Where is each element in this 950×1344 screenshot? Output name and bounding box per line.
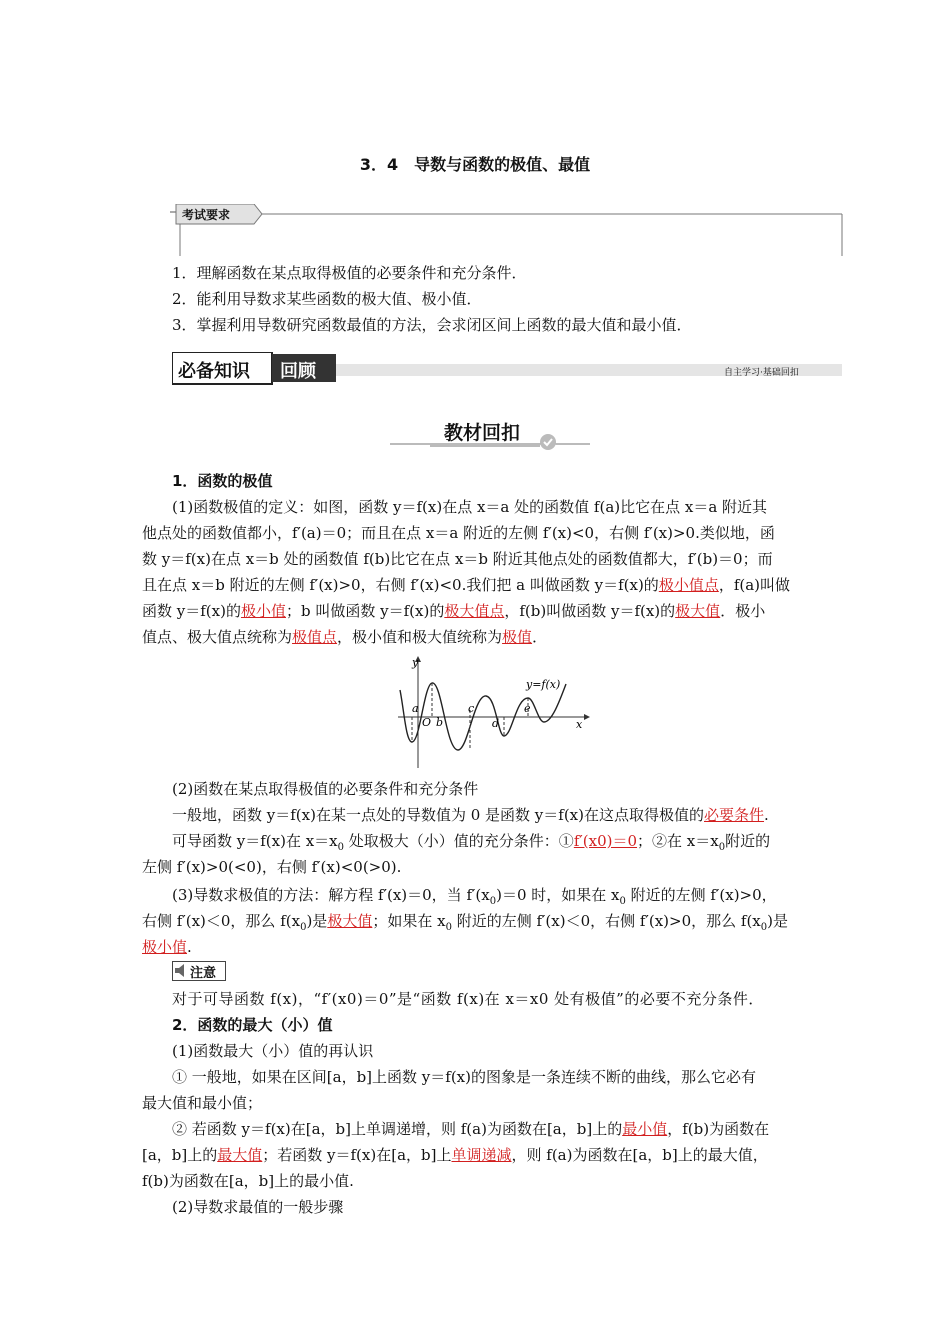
p1-line6: 值点、极大值点统称为极值点，极小值和极大值统称为极值． [142, 628, 548, 646]
q1-line2: 最大值和最小值； [142, 1094, 263, 1112]
note-text: 对于可导函数 f(x)，“f′(x0)＝0”是“函数 f(x)在 x＝x0 处有极值”的必要不充分条件． [172, 990, 764, 1008]
point-c: c [468, 702, 475, 715]
p3-line3: 极小值. [142, 938, 192, 956]
p3-line2: 右侧 f′(x)＜0，那么 $f(x_0)$是极大值；如果在 $x_0$ 附近的左侧 f′(x)＜0，右侧 f′(x)>0，那么 $f(x_0)$是 [142, 912, 789, 933]
speaker-icon [174, 964, 188, 977]
graph-x-label: x [576, 718, 583, 731]
p1-line2: 他点处的函数值都小，f′(a)＝0；而且在点 x＝a 附近的左侧 f′(x)<0，右侧 f′(x)>0.类似地，函 [142, 524, 775, 542]
q1-line3: ② 若函数 y＝f(x)在[a，b]上单调递增，则 f(a)为函数在[a，b]上的最小值，f(b)为函数在 [172, 1120, 770, 1138]
heading-max-min: 2．函数的最大（小）值 [172, 1016, 333, 1034]
q2-title: (2)导数求最值的一般步骤 [172, 1198, 344, 1216]
graph-y-label: y [412, 656, 419, 669]
banner-right: 自主学习·基础回扣 [724, 368, 799, 378]
graph-origin: O [422, 716, 432, 729]
point-e: e [524, 702, 531, 715]
p1-line5: 函数 y＝f(x)的极小值；b 叫做函数 y＝f(x)的极大值点，f(b)叫做函数 y＝f(x)的极大值．极小 [142, 602, 766, 620]
banner-box: 回顾 [280, 361, 316, 382]
banner-left: 必备知识 [178, 361, 250, 382]
p2-title: (2)函数在某点取得极值的必要条件和充分条件 [172, 780, 479, 798]
page-title: 3．4 导数与函数的极值、最值 [359, 155, 591, 174]
p1-line4: 且在点 x＝b 附近的左侧 f′(x)>0，右侧 f′(x)<0.我们把 a 叫做函数 y＝f(x)的极小值点，f(a)叫做 [142, 576, 791, 594]
point-b: b [436, 716, 444, 729]
curve-label: y=f(x) [526, 678, 561, 691]
note-tag: 注意 [190, 966, 217, 981]
requirement-1: 1．理解函数在某点取得极值的必要条件和充分条件． [172, 264, 527, 282]
p3-line1: (3)导数求极值的方法：解方程 f′(x)＝0，当 $f'(x_0)=0$ 时，如果在 $x_0$ 附近的左侧 f′(x)>0， [172, 886, 777, 907]
q1-line1: ① 一般地，如果在区间[a，b]上函数 y＝f(x)的图象是一条连续不断的曲线，那么它必有 [172, 1068, 756, 1086]
exam-requirements-tag: 考试要求 [182, 208, 231, 222]
section-heading: 教材回扣 [444, 422, 521, 444]
q1-line5: f(b)为函数在[a，b]上的最小值. [142, 1172, 354, 1190]
function-graph [394, 650, 594, 772]
requirement-3: 3．掌握利用导数研究函数最值的方法，会求闭区间上函数的最大值和最小值． [172, 316, 692, 334]
point-d: d [492, 717, 500, 730]
p2-line1: 一般地，函数 y＝f(x)在某一点处的导数值为 0 是函数 y＝f(x)在这点取得极值的必要条件. [172, 806, 769, 824]
p2-line2: 可导函数 y＝f(x)在 $x=x_0$ 处取极大（小）值的充分条件：①f′(x0)＝0；②在 $x=x_0$附近的 [172, 832, 771, 853]
p1-line3: 数 y＝f(x)在点 x＝b 处的函数值 f(b)比它在点 x＝b 附近其他点处的函数值都大，f′(b)＝0；而 [142, 550, 773, 568]
point-a: a [412, 702, 419, 715]
heading-extrema: 1．函数的极值 [172, 472, 273, 490]
requirement-2: 2．能利用导数求某些函数的极大值、极小值． [172, 290, 482, 308]
q1-line4: [a，b]上的最大值；若函数 y＝f(x)在[a，b]上单调递减，则 f(a)为函数在[a，b]上的最大值， [142, 1146, 768, 1164]
exam-requirements-frame [170, 204, 850, 260]
p2-line3: 左侧 f′(x)>0(<0)，右侧 f′(x)<0(>0). [142, 858, 402, 876]
p1-line1: (1)函数极值的定义：如图，函数 y＝f(x)在点 x＝a 处的函数值 f(a)比它在点 x＝a 附近其 [172, 498, 768, 516]
q1-title: (1)函数最大（小）值的再认识 [172, 1042, 374, 1060]
